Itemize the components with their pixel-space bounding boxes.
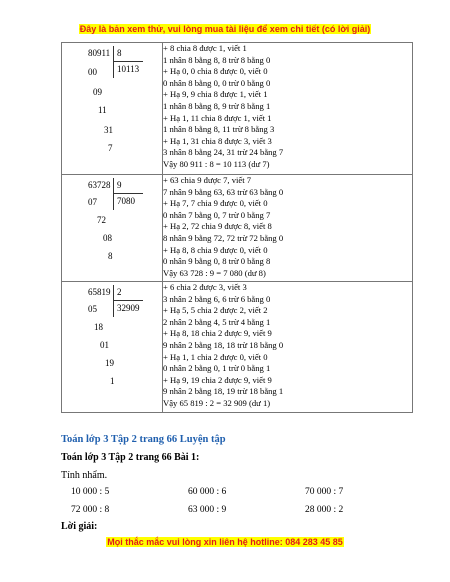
division-table bbox=[61, 42, 413, 413]
division-bar bbox=[113, 285, 114, 317]
step-line: 8 nhân 9 bằng 72, 72 trừ 72 bằng 0 bbox=[163, 232, 284, 243]
steps-3 bbox=[163, 282, 413, 413]
exercise-title: Toán lớp 3 Tập 2 trang 66 Bài 1: bbox=[61, 452, 200, 463]
step-line: + 8 chia 8 được 1, viết 1 bbox=[163, 43, 247, 53]
remainder: 1 bbox=[110, 376, 115, 386]
step-line: + Hạ 1, 31 chia 8 được 3, viết 3 bbox=[163, 135, 272, 146]
hotline-banner: Mọi thắc mắc vui lòng xin liên hệ hotline: 084 283 45 85 bbox=[107, 537, 343, 547]
quotient: 7080 bbox=[117, 196, 135, 206]
step-line: 3 nhân 2 bằng 6, 6 trừ 6 bằng 0 bbox=[163, 293, 271, 304]
divisor: 9 bbox=[117, 180, 122, 190]
step-line: + Hạ 9, 9 chia 8 được 1, viết 1 bbox=[163, 89, 268, 100]
step-line: 3 nhân 8 bằng 24, 31 trừ 24 bằng 7 bbox=[163, 147, 284, 158]
step-line: 1 nhân 8 bằng 8, 11 trừ 8 bằng 3 bbox=[163, 124, 275, 135]
exercise-item: 70 000 : 7 bbox=[305, 487, 344, 497]
dividend: 63728 bbox=[88, 180, 111, 190]
step-line: 9 nhân 2 bằng 18, 19 trừ 18 bằng 1 bbox=[163, 386, 284, 397]
step-line: + Hạ 1, 11 chia 8 được 1, viết 1 bbox=[163, 112, 272, 123]
step-line: + 63 chia 9 được 7, viết 7 bbox=[163, 175, 252, 185]
quotient-line bbox=[113, 300, 143, 301]
exercise-item: 60 000 : 6 bbox=[188, 487, 227, 497]
long-division-3 bbox=[62, 282, 163, 413]
step-line: + Hạ 9, 19 chia 2 được 9, viết 9 bbox=[163, 374, 272, 385]
remainder: 8 bbox=[108, 251, 113, 261]
steps-1 bbox=[163, 43, 413, 175]
dividend: 65819 bbox=[88, 287, 111, 297]
quotient-line bbox=[113, 193, 143, 194]
remainder: 11 bbox=[98, 105, 107, 115]
remainder: 07 bbox=[88, 197, 97, 207]
exercise-item: 28 000 : 2 bbox=[305, 505, 344, 515]
remainder: 09 bbox=[93, 87, 102, 97]
division-row-2 bbox=[62, 175, 413, 282]
preview-banner: Đây là bản xem thử, vui lòng mua tài liệu để xem chi tiết (có lời giải) bbox=[79, 24, 371, 34]
exercise-item: 10 000 : 5 bbox=[71, 487, 110, 497]
exercise-item: 72 000 : 8 bbox=[71, 505, 110, 515]
step-line: + Hạ 2, 72 chia 9 được 8, viết 8 bbox=[163, 221, 272, 232]
remainder: 19 bbox=[105, 358, 114, 368]
remainder: 31 bbox=[104, 125, 113, 135]
quotient: 10113 bbox=[117, 64, 140, 74]
division-row-3 bbox=[62, 282, 413, 413]
remainder: 05 bbox=[88, 304, 97, 314]
step-line: 9 nhân 2 bằng 18, 18 trừ 18 bằng 0 bbox=[163, 339, 284, 350]
step-line: + Hạ 5, 5 chia 2 được 2, viết 2 bbox=[163, 305, 268, 316]
step-line: 0 nhân 2 bằng 0, 1 trừ 0 bằng 1 bbox=[163, 363, 271, 374]
answer-label: Lời giải: bbox=[61, 521, 98, 532]
long-division-1 bbox=[62, 43, 163, 175]
division-bar bbox=[113, 178, 114, 210]
step-result: Vậy 63 728 : 9 = 7 080 (dư 8) bbox=[163, 267, 266, 278]
step-line: + Hạ 8, 8 chia 9 được 0, viết 0 bbox=[163, 244, 268, 255]
exercise-item: 63 000 : 9 bbox=[188, 505, 227, 515]
step-line: + Hạ 8, 18 chia 2 được 9, viết 9 bbox=[163, 328, 272, 339]
step-line: 0 nhân 8 bằng 0, 0 trừ 0 bằng 0 bbox=[163, 77, 271, 88]
division-bar bbox=[113, 46, 114, 78]
step-line: 1 nhân 8 bằng 8, 9 trừ 8 bằng 1 bbox=[163, 100, 271, 111]
division-row-1 bbox=[62, 43, 413, 175]
steps-2 bbox=[163, 175, 413, 282]
remainder: 72 bbox=[97, 215, 106, 225]
remainder: 18 bbox=[94, 322, 103, 332]
divisor: 8 bbox=[117, 48, 122, 58]
step-line: + Hạ 1, 1 chia 2 được 0, viết 0 bbox=[163, 351, 268, 362]
remainder: 01 bbox=[100, 340, 109, 350]
section-title: Toán lớp 3 Tập 2 trang 66 Luyện tập bbox=[61, 434, 226, 445]
step-line: + Hạ 7, 7 chia 9 được 0, viết 0 bbox=[163, 198, 268, 209]
step-line: + Hạ 0, 0 chia 8 được 0, viết 0 bbox=[163, 66, 268, 77]
step-line: + 6 chia 2 được 3, viết 3 bbox=[163, 282, 247, 292]
step-line: 0 nhân 7 bằng 0, 7 trừ 0 bằng 7 bbox=[163, 209, 271, 220]
remainder: 00 bbox=[88, 67, 97, 77]
remainder: 08 bbox=[103, 233, 112, 243]
long-division-2 bbox=[62, 175, 163, 282]
remainder: 7 bbox=[108, 143, 113, 153]
step-line: 0 nhân 9 bằng 0, 8 trừ 0 bằng 8 bbox=[163, 256, 271, 267]
divisor: 2 bbox=[117, 287, 122, 297]
step-line: 1 nhân 8 bằng 8, 8 trừ 8 bằng 0 bbox=[163, 54, 271, 65]
step-result: Vậy 80 911 : 8 = 10 113 (dư 7) bbox=[163, 158, 270, 169]
dividend: 80911 bbox=[88, 48, 111, 58]
quotient: 32909 bbox=[117, 303, 140, 313]
instruction: Tính nhẩm. bbox=[61, 470, 108, 481]
quotient-line bbox=[113, 61, 143, 62]
step-line: 2 nhân 2 bằng 4, 5 trừ 4 bằng 1 bbox=[163, 316, 271, 327]
step-line: 7 nhân 9 bằng 63, 63 trừ 63 bằng 0 bbox=[163, 186, 284, 197]
step-result: Vậy 65 819 : 2 = 32 909 (dư 1) bbox=[163, 397, 271, 408]
